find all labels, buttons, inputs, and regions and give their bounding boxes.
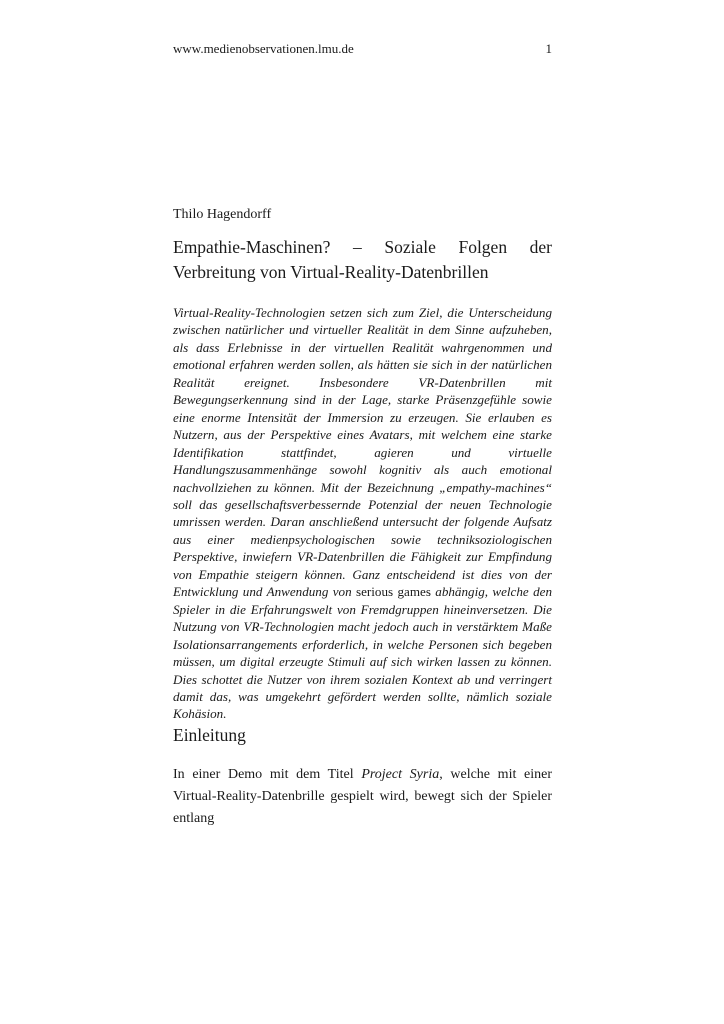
abstract (173, 304, 552, 723)
article-title: Empathie-Maschinen? – Soziale Folgen der Verbreitung von Virtual-Reality-Datenbrillen (173, 237, 552, 282)
running-head (173, 41, 552, 57)
journal-url: www.medienobservationen.lmu.de (173, 41, 354, 56)
abstract-text-part1: Virtual-Reality-Technologien setzen sich zum Ziel, die Unterscheidung zwischen natürlicher und virtueller Realität in dem Sinne aufzuheben, als dass Erlebnisse in der virtuellen Realität wahrgenommen und emotional erfahren werden sollen, als hätten sie sich in der natürlichen Realität ereignet. Insbesondere VR-Datenbrillen mit Bewegungserkennung sind in der Lage, starke Präsenzgefühle sowie eine enorme Intensität der Immersion zu erzeugen. Sie erlauben es Nutzern, aus der Perspektive eines Avatars, mit welchem eine starke Identifikation stattfindet, agieren und virtuelle Handlungszusammenhänge sowohl kognitiv als auch emotional nachvollziehen zu können. Mit der Bezeichnung „empathy-machines“ soll das gesellschaftsverbessernde Potenzial der neuen Technologie umrissen werden. Daran anschließend untersucht der folgende Aufsatz aus einer medienpsychologischen sowie techniksoziologischen Perspektive, inwiefern VR-Datenbrillen die Fähigkeit zur Empfindung von Empathie steigern können. Ganz entscheidend ist dies von der Entwicklung und Anwendung von (173, 305, 552, 600)
section-heading-introduction: Einleitung (173, 725, 246, 745)
body-work-title: Project Syria (361, 767, 440, 782)
page-number: 1 (545, 41, 552, 56)
abstract-text-part2: abhängig, welche den Spieler in die Erfahrungswelt von Fremdgruppen hineinversetzen. Die Nutzung von VR-Technologien macht jedoch auch in verstärktem Maße Isolationsarrangements erforderlich, in welche Personen sich begeben müssen, um digital erzeugte Stimuli auf sich wirken lassen zu können. Dies schottet die Nutzer von ihrem sozialen Kontext ab und verringert damit das, was umgekehrt gefördert werden sollte, nämlich soziale Kohäsion. (173, 584, 552, 722)
abstract-term-serious-games: serious games (356, 584, 431, 600)
body-text-after: , welche mit einer Virtual-Reality-Datenbrille gespielt wird, bewegt sich der Spieler entlang (173, 767, 552, 826)
body-paragraph (173, 764, 552, 830)
author-name: Thilo Hagendorff (173, 207, 272, 222)
body-text-before: In einer Demo mit dem Titel (173, 767, 354, 782)
